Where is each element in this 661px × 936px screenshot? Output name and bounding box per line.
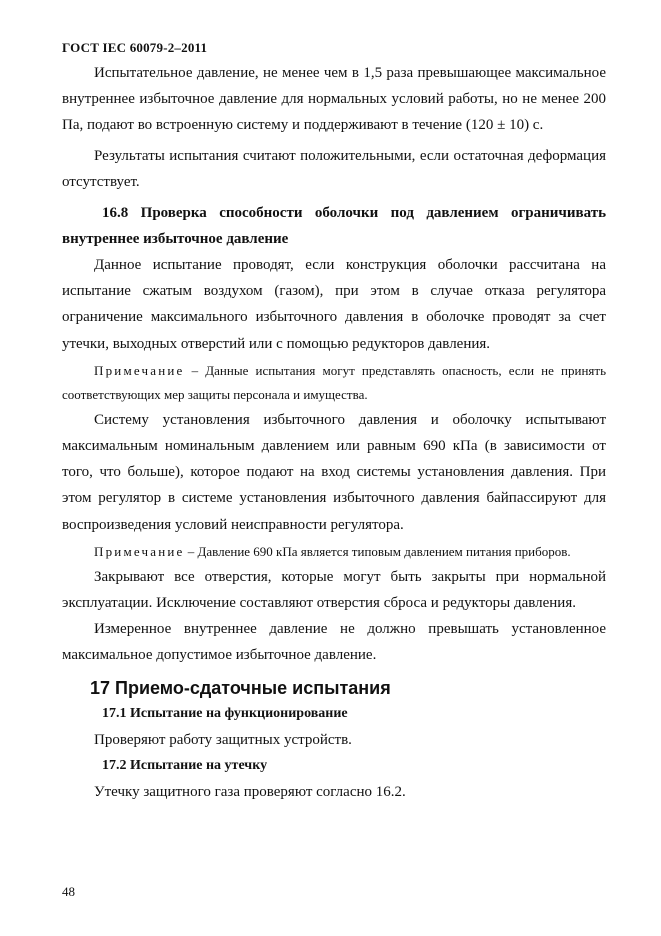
paragraph-measured-pressure: Измеренное внутреннее давление не должно превышать установленное максимальное допустимое избыточное давление. xyxy=(62,621,606,664)
heading-17-1: 17.1 Испытание на функционирование xyxy=(102,705,348,721)
note-text: – Давление 690 кПа является типовым давлением питания приборов. xyxy=(184,543,571,559)
paragraph-test-conditions: Данное испытание проводят, если конструкция оболочки рассчитана на испытание сжатым воздухом (газом), при этом в случае отказа регулятора ограничение максимального избыточного давления в оболочке проводят за счет утечки, выходных отверстий или с помощью редукторов давления. xyxy=(62,257,606,352)
heading-16-8: 16.8 Проверка способности оболочки под давлением ограничивать внутреннее избыточное давление xyxy=(62,205,606,248)
paragraph-gas-leak-check: Утечку защитного газа проверяют согласно 16.2. xyxy=(94,783,406,800)
note-pressure xyxy=(62,540,606,564)
page-number: 48 xyxy=(62,884,75,899)
paragraph-close-openings: Закрывают все отверстия, которые могут быть закрыты при нормальной эксплуатации. Исключение составляют отверстия сброса и редукторы давления. xyxy=(62,568,606,612)
paragraph-system-test: Систему установления избыточного давления и оболочку испытывают максимальным номинальным давлением или равным 690 кПа (в зависимости от того, что больше), которое подают на вход системы установления давления. При этом регулятор в системе установления избыточного давления байпассируют для воспроизведения условий неисправности регулятора. xyxy=(62,411,606,533)
paragraph-check-protective-devices: Проверяют работу защитных устройств. xyxy=(94,731,352,748)
paragraph-test-results: Результаты испытания считают положительными, если остаточная деформация отсутствует. xyxy=(62,147,606,190)
note-hazard xyxy=(62,359,606,407)
page-header-standard-code: ГОСТ IEC 60079-2–2011 xyxy=(62,40,208,55)
note-label: Примечание xyxy=(94,543,185,559)
heading-section-17: 17 Приемо-сдаточные испытания xyxy=(90,677,391,698)
paragraph-test-pressure: Испытательное давление, не менее чем в 1,5 раза превышающее максимальное внутреннее избыточное давление для нормальных условий работы, но не менее 200 Па, подают во встроенную систему и поддерживают в течение (120 ± 10) с. xyxy=(62,65,606,134)
note-label: Примечание xyxy=(94,362,185,378)
note-text: – Данные испытания могут представлять опасность, если не принять соответствующих мер защиты персонала и имущества. xyxy=(62,362,606,402)
heading-17-2: 17.2 Испытание на утечку xyxy=(102,757,268,773)
document-body xyxy=(62,60,606,805)
